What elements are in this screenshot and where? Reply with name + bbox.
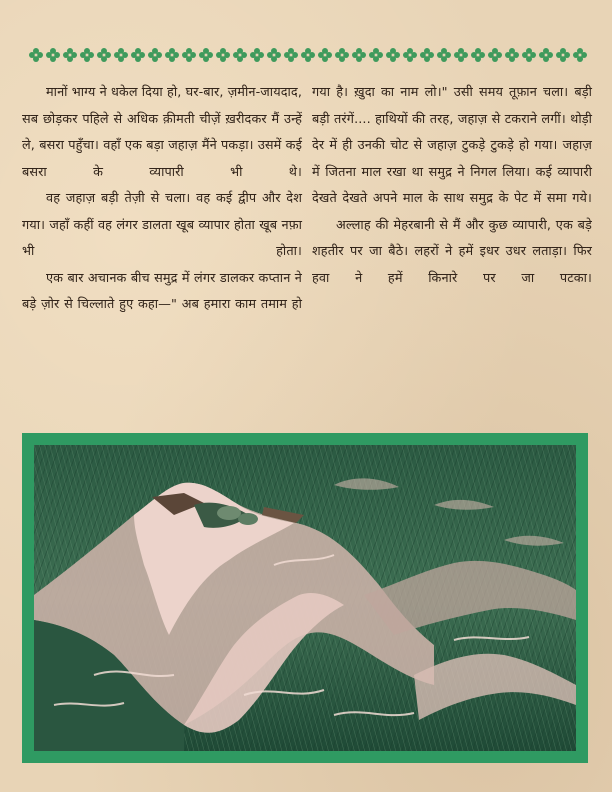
clover-motif — [97, 48, 111, 62]
clover-motif — [335, 48, 349, 62]
clover-motif — [522, 48, 536, 62]
clover-motif — [233, 48, 247, 62]
right-column — [312, 80, 592, 425]
clover-motif — [165, 48, 179, 62]
clover-motif — [369, 48, 383, 62]
clover-motif — [437, 48, 451, 62]
clover-motif — [420, 48, 434, 62]
clover-motif — [556, 48, 570, 62]
left-paragraph-1: मानों भाग्य ने धकेल दिया हो, घर-बार, ज़मीन-जायदाद, सब छोड़कर पहिले से अधिक क़ीमती चीज़ें ख़रीदकर मैं उन्हें ले, बसरा पहुँचा। वहाँ एक बड़ा जहाज़ मैंने पकड़ा। उसमें कई बसरा के व्यापारी भी थे। — [22, 85, 302, 180]
illustration-frame — [22, 433, 588, 763]
clover-motif — [471, 48, 485, 62]
clover-motif — [505, 48, 519, 62]
stormy-sea-shipwreck-image — [34, 445, 576, 751]
clover-motif — [386, 48, 400, 62]
clover-motif — [267, 48, 281, 62]
clover-motif — [318, 48, 332, 62]
clover-motif — [250, 48, 264, 62]
clover-motif — [46, 48, 60, 62]
left-column — [22, 80, 302, 425]
clover-motif — [199, 48, 213, 62]
text-columns — [22, 80, 592, 425]
clover-motif — [573, 48, 587, 62]
clover-motif — [80, 48, 94, 62]
clover-motif — [488, 48, 502, 62]
left-paragraph-3: एक बार अचानक बीच समुद्र में लंगर डालकर कप्तान ने बड़े ज़ोर से चिल्लाते हुए कहा—" अब हमारा काम तमाम हो — [22, 270, 302, 312]
clover-motif — [131, 48, 145, 62]
clover-motif — [182, 48, 196, 62]
right-paragraph-1: गया है। ख़ुदा का नाम लो।" उसी समय तूफ़ान चला। बड़ी बड़ी तरंगें.... हाथियों की तरह, जहाज़ से टकराने लगीं। थोड़ी देर में ही उनकी चोट से जहाज़ टुकड़े टुकड़े हो गया। जहाज़ में जितना माल रखा था समुद्र ने निगल लिया। कई व्यापारी देखते देखते अपने माल के साथ समुद्र के पेट में समा गये। — [312, 85, 592, 206]
clover-border-icon — [28, 44, 588, 66]
clover-motif — [284, 48, 298, 62]
clover-motif — [539, 48, 553, 62]
clover-motif — [352, 48, 366, 62]
clover-motif — [454, 48, 468, 62]
clover-motif — [403, 48, 417, 62]
clover-motif — [216, 48, 230, 62]
clover-motif — [114, 48, 128, 62]
right-paragraph-2: अल्लाह की मेहरबानी से मैं और कुछ व्यापारी, एक बड़े शहतीर पर जा बैठे। लहरों ने हमें इधर उधर लताड़ा। फिर हवा ने हमें किनारे पर जा पटका। — [312, 217, 592, 286]
clover-motif — [148, 48, 162, 62]
left-paragraph-2: वह जहाज़ बड़ी तेज़ी से चला। वह कई द्वीप और देश गया। जहाँ कहीं वह लंगर डालता खूब व्यापार होता खूब नफ़ा भी होता। — [22, 191, 302, 259]
clover-motif — [29, 48, 43, 62]
clover-motif — [301, 48, 315, 62]
clover-motif — [63, 48, 77, 62]
